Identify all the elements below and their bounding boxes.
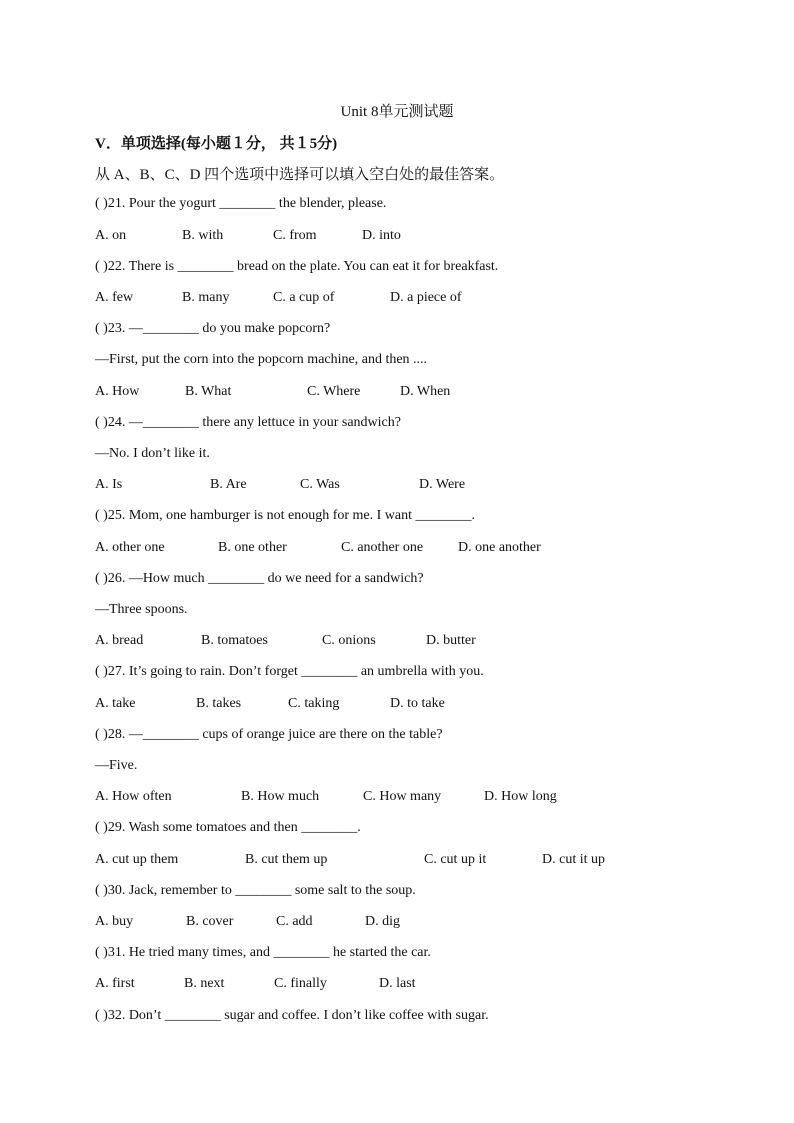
option-c: C. How many [363,789,442,804]
question-stem: ( )26. —How much ________ do we need for a sandwich? [95,571,424,586]
option-d: D. into [362,228,401,243]
option-c: C. onions [322,633,376,648]
option-d: D. butter [426,633,476,648]
question-stem: ( )24. —________ there any lettuce in your sandwich? [95,415,401,430]
option-a: A. buy [95,914,134,929]
option-b: B. one other [218,540,287,555]
option-d: D. one another [458,540,541,555]
option-a: A. take [95,696,136,711]
option-c: C. taking [288,696,340,711]
question-stem: ( )27. It’s going to rain. Don’t forget ________ an umbrella with you. [95,664,484,679]
option-b: B. Are [210,477,247,492]
option-c: C. Where [307,384,361,399]
question-stem: ( )25. Mom, one hamburger is not enough for me. I want ________. [95,508,476,523]
page-title: Unit 8单元测试题 [340,104,454,120]
question-stem: ( )30. Jack, remember to ________ some salt to the soup. [95,883,416,898]
question-stem: ( )28. —________ cups of orange juice are there on the table? [95,727,443,742]
option-d: D. dig [365,914,400,929]
option-a: A. other one [95,540,165,555]
question-reply: —No. I don’t like it. [95,446,210,461]
question-stem: ( )31. He tried many times, and ________ he started the car. [95,945,431,960]
question-stem: ( )22. There is ________ bread on the plate. You can eat it for breakfast. [95,259,499,274]
option-b: B. with [182,228,224,243]
option-c: C. cut up it [424,852,487,867]
option-b: B. next [184,976,225,991]
question-reply: —First, put the corn into the popcorn machine, and then .... [95,352,428,367]
option-d: D. to take [390,696,445,711]
option-b: B. cover [186,914,234,929]
question-reply: —Five. [95,758,138,773]
question-stem: ( )21. Pour the yogurt ________ the blender, please. [95,196,387,211]
option-d: D. last [379,976,416,991]
instruction-text: 从 A、B、C、D 四个选项中选择可以填入空白处的最佳答案。 [95,167,505,183]
option-a: A. first [95,976,135,991]
option-a: A. How [95,384,140,399]
question-stem: ( )23. —________ do you make popcorn? [95,321,331,336]
option-b: B. cut them up [245,852,328,867]
option-d: D. How long [484,789,557,804]
option-b: B. takes [196,696,242,711]
option-c: C. add [276,914,313,929]
question-reply: —Three spoons. [95,602,188,617]
option-d: D. Were [419,477,466,492]
option-a: A. few [95,290,134,305]
option-b: B. tomatoes [201,633,268,648]
option-b: B. How much [241,789,320,804]
option-a: A. on [95,228,127,243]
option-c: C. another one [341,540,424,555]
option-c: C. a cup of [273,290,335,305]
option-d: D. cut it up [542,852,605,867]
option-c: C. Was [300,477,340,492]
section-heading: V．单项选择(每小题１分， 共１5分) [95,136,338,152]
question-stem: ( )29. Wash some tomatoes and then ________. [95,820,361,835]
option-a: A. cut up them [95,852,179,867]
option-c: C. from [273,228,317,243]
option-b: B. many [182,290,230,305]
option-c: C. finally [274,976,327,991]
option-a: A. bread [95,633,144,648]
question-stem: ( )32. Don’t ________ sugar and coffee. I don’t like coffee with sugar. [95,1008,489,1023]
option-a: A. How often [95,789,172,804]
option-d: D. When [400,384,451,399]
option-a: A. Is [95,477,123,492]
option-b: B. What [185,384,232,399]
option-d: D. a piece of [390,290,462,305]
